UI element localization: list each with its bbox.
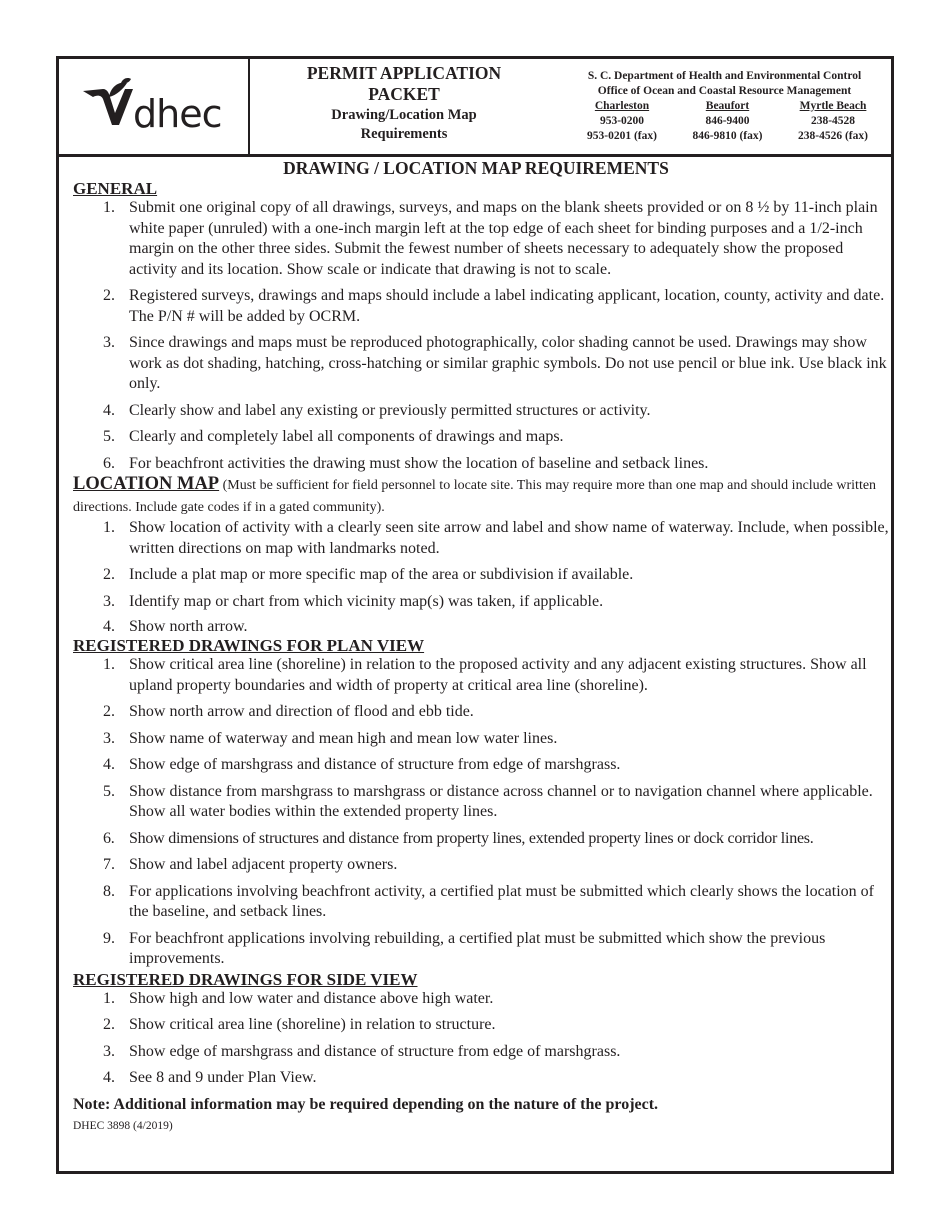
list-item: 4. Clearly show and label any existing or previously permitted structures or activity. (103, 401, 651, 419)
section-heading-plan-view: REGISTERED DRAWINGS FOR PLAN VIEW (73, 636, 425, 655)
list-item: 1. Show high and low water and distance above high water. (103, 989, 494, 1007)
logo-cell (59, 59, 250, 154)
dhec-logo (79, 77, 229, 137)
list-item: 6. Show dimensions of structures and distance from property lines, extended property lines or dock corridor lines. (103, 829, 814, 847)
subtitle-line-2: Requirements (360, 126, 448, 142)
list-item: 2. Registered surveys, drawings and maps should include a label indicating applicant, location, county, activity and date. The P/N # will be added by OCRM. (103, 287, 885, 325)
section-heading-general: GENERAL (73, 179, 158, 198)
list-item: 7. Show and label adjacent property owners. (103, 856, 398, 873)
title-line-1: PERMIT APPLICATION (306, 63, 502, 83)
list-item: 5. Show distance from marshgrass to marshgrass or distance across channel or to navigation channel where applicable. Show all water bodies within the extended property lines. (103, 782, 873, 820)
office-myrtle-beach: Myrtle Beach 238-4528 238-4526 (fax) (798, 100, 868, 142)
footer-note: Note: Additional information may be required depending on the nature of the project. (73, 1095, 659, 1113)
list-item: 3. Identify map or chart from which vicinity map(s) was taken, if applicable. (103, 592, 604, 610)
office-name: Office of Ocean and Coastal Resource Management (597, 85, 852, 97)
title-block (250, 59, 558, 154)
header (59, 59, 891, 157)
list-item: 2. Show critical area line (shoreline) in relation to structure. (103, 1016, 496, 1033)
page-title: DRAWING / LOCATION MAP REQUIREMENTS (283, 158, 669, 178)
form-id: DHEC 3898 (4/2019) (73, 1119, 173, 1132)
list-item: 4. See 8 and 9 under Plan View. (103, 1069, 317, 1086)
side-view-list (73, 989, 893, 1089)
list-item: 8. For applications involving beachfront activity, a certified plat must be submitted which clearly shows the location of the baseline, and setback lines. (103, 882, 874, 920)
logo-mark-icon (83, 89, 133, 125)
list-item: 4. Show north arrow. (103, 618, 248, 635)
list-item: 1. Show critical area line (shoreline) in relation to the proposed activity and any adjacent existing structures. Show all upland property boundaries and width of property at critical area line (shoreline). (103, 656, 867, 694)
list-item: 9. For beachfront applications involving rebuilding, a certified plat must be submitted which show the previous improvements. (103, 929, 826, 967)
department-name: S. C. Department of Health and Environmental Control (587, 70, 862, 82)
list-item: 3. Since drawings and maps must be reproduced photographically, color shading cannot be used. Drawings may show work as dot shading, hatching, cross-hatching or similar graphic symbols. Do not use pencil or blue ink. Use black ink only. (103, 334, 887, 392)
section-heading-location-map: LOCATION MAP (73, 474, 220, 494)
office-beaufort: Beaufort 846-9400 846-9810 (fax) (692, 100, 763, 142)
department-block (558, 59, 891, 154)
list-item: 1. Show location of activity with a clearly seen site arrow and label and show name of waterway. Include, when possible, written directions on map with landmarks noted. (103, 519, 889, 557)
list-item: 5. Clearly and completely label all components of drawings and maps. (103, 428, 564, 445)
location-map-note: (Must be sufficient for field personnel to locate site. This may require more than one map and should include written directions. Include gate codes if in a gated community). (73, 478, 877, 515)
list-item: 3. Show edge of marshgrass and distance of structure from edge of marshgrass. (103, 1042, 621, 1060)
plan-view-list (73, 655, 893, 970)
office-contacts (558, 99, 891, 144)
office-charleston: Charleston 953-0200 953-0201 (fax) (587, 100, 657, 142)
list-item: 1. Submit one original copy of all drawings, surveys, and maps on the blank sheets provided or on 8 ½ by 11-inch plain white paper (unruled) with a one-inch margin left at the top edge of each sheet for binding purposes and a 1/2-inch margin on the other three sides. Submit the fewest number of sheets necessary to adequately show the proposed activity and its location. Show scale or indicate that drawing is not to scale. (103, 199, 878, 278)
subtitle-line-1: Drawing/Location Map (331, 107, 477, 123)
svg-text:dhec: dhec (133, 92, 222, 136)
list-item: 6. For beachfront activities the drawing must show the location of baseline and setback lines. (103, 454, 709, 472)
list-item: 4. Show edge of marshgrass and distance of structure from edge of marshgrass. (103, 756, 621, 773)
list-item: 3. Show name of waterway and mean high and mean low water lines. (103, 729, 558, 747)
section-heading-side-view: REGISTERED DRAWINGS FOR SIDE VIEW (73, 969, 418, 989)
location-map-list (73, 518, 893, 636)
page-frame (56, 56, 894, 1174)
general-list (73, 198, 893, 474)
title-line-2: PACKET (368, 84, 440, 104)
document-body (73, 157, 893, 1133)
location-map-header (73, 474, 893, 518)
list-item: 2. Include a plat map or more specific map of the area or subdivision if available. (103, 566, 634, 583)
list-item: 2. Show north arrow and direction of flood and ebb tide. (103, 703, 474, 720)
